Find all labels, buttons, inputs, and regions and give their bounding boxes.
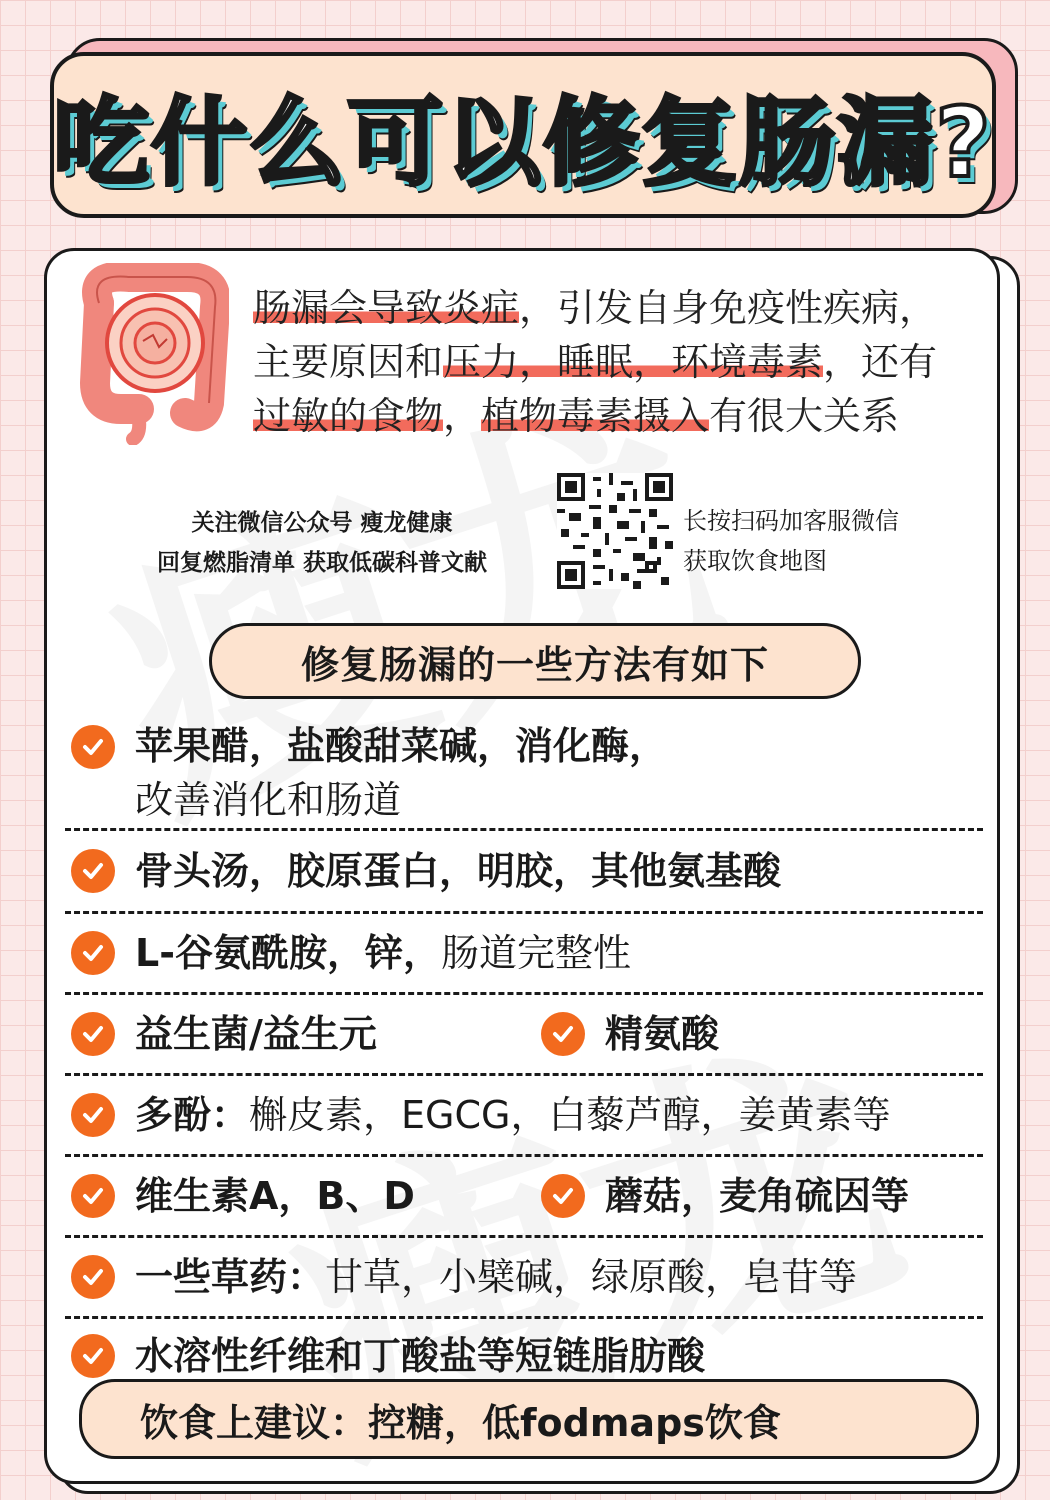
check-icon — [71, 1255, 115, 1299]
item-text: 改善消化和肠道 — [135, 778, 402, 822]
list-item — [65, 914, 983, 995]
check-icon — [71, 849, 115, 893]
list-item — [65, 1157, 983, 1238]
intro-text: ，引发自身免疫性疾病， — [519, 286, 938, 330]
check-icon — [541, 1012, 585, 1056]
diet-advice: 饮食上建议：控糖，低fodmaps饮食 — [79, 1379, 979, 1459]
item-bold-text: 骨头汤，胶原蛋白，明胶，其他氨基酸 — [135, 849, 782, 893]
item-bold-text: 一些草药： — [135, 1255, 326, 1299]
item-bold-text: 蘑菇，麦角硫因等 — [605, 1174, 910, 1218]
item-text: 甘草，小檗碱，绿原酸，皂苷等 — [325, 1255, 858, 1299]
item-bold-text: 水溶性纤维和丁酸盐等短链脂肪酸 — [135, 1334, 706, 1378]
intro-highlight: 植物毒素摄入 — [481, 394, 710, 438]
check-icon — [71, 1093, 115, 1137]
check-icon — [541, 1174, 585, 1218]
follow-line: 关注微信公众号 瘦龙健康 — [191, 510, 453, 536]
qr-line: 长按扫码加客服微信 — [683, 507, 899, 535]
item-text: 肠道完整性 — [441, 931, 632, 975]
check-icon — [71, 931, 115, 975]
intro-text: ， — [443, 394, 482, 438]
qr-code-icon[interactable] — [557, 473, 673, 589]
section-title: 修复肠漏的一些方法有如下 — [209, 623, 861, 699]
list-item — [65, 1238, 983, 1319]
check-icon — [71, 1012, 115, 1056]
list-item-second — [535, 1157, 909, 1235]
intro-paragraph — [253, 281, 983, 443]
check-icon — [71, 1334, 115, 1378]
item-bold-text: 维生素A，B、D — [135, 1174, 415, 1218]
main-card — [44, 248, 1000, 1484]
list-item-second — [535, 995, 719, 1073]
list-item — [65, 711, 983, 831]
check-icon — [71, 725, 115, 769]
item-bold-text: 苹果醋，盐酸甜菜碱，消化酶， — [135, 724, 668, 768]
item-bold-text: 益生菌/益生元 — [135, 1012, 377, 1056]
page-title: 吃什么可以修复肠漏? — [53, 86, 993, 199]
intestine-icon — [69, 263, 229, 445]
title-banner — [50, 52, 996, 218]
intro-highlight: 压力，睡眠，环境毒素 — [443, 340, 824, 384]
method-list — [65, 711, 983, 1393]
item-bold-text: 多酚： — [135, 1093, 250, 1137]
item-text: 槲皮素，EGCG，白藜芦醇，姜黄素等 — [249, 1093, 891, 1137]
intro-text: ，还有 — [823, 340, 938, 384]
intro-highlight: 肠漏会导致炎症 — [253, 286, 520, 330]
follow-instructions — [117, 503, 527, 583]
check-icon — [71, 1174, 115, 1218]
intro-text: 有很大关系 — [709, 394, 900, 438]
list-item — [65, 831, 983, 914]
intro-text: 主要原因和 — [253, 340, 444, 384]
list-item — [65, 995, 983, 1076]
item-bold-text: 精氨酸 — [605, 1012, 720, 1056]
intro-highlight: 过敏的食物 — [253, 394, 444, 438]
follow-line: 回复燃脂清单 获取低碳科普文献 — [156, 550, 487, 576]
qr-line: 获取饮食地图 — [683, 547, 827, 575]
qr-instructions — [683, 501, 899, 581]
list-item — [65, 1076, 983, 1157]
item-bold-text: L-谷氨酰胺，锌， — [135, 931, 441, 975]
